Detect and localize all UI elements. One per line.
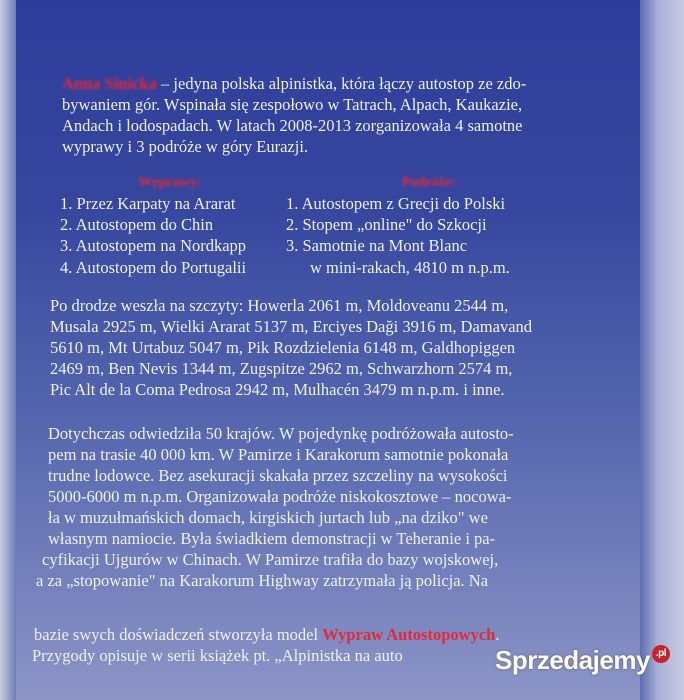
story-line: trudne lodowce. Bez asekuracji skakała przez szczeliny na wysokości (48, 466, 508, 485)
story-line: własnym namiocie. Była świadkiem demonstracji w Teheranie i pa- (48, 529, 496, 548)
author-name: Anna Sinicka (62, 74, 157, 93)
sprzedajemy-watermark: Sprzedajemy $^{.pl}$ (495, 645, 670, 676)
intro-line: Andach i lodospadach. W latach 2008-2013 zorganizowała 4 samotne (62, 116, 523, 135)
peaks-line: 2469 m, Ben Nevis 1344 m, Zugspitze 2962 m, Schwarzhorn 2574 m, (50, 359, 513, 378)
story-line: Dotychczas odwiedziła 50 krajów. W pojedynkę podróżowała autosto- (48, 424, 514, 443)
peaks-line: Pic Alt de la Coma Pedrosa 2942 m, Mulhacén 3479 m n.p.m. i inne. (50, 380, 505, 399)
journey-item: w mini-rakach, 4810 m n.p.m. (310, 258, 510, 277)
peaks-line: Musala 2925 m, Wielki Ararat 5137 m, Erciyes Daği 3916 m, Damavand (50, 317, 533, 336)
peaks-line: Po drodze weszła na szczyty: Howerla 2061 m, Moldoveanu 2544 m, (50, 296, 509, 315)
journey-item: 3. Samotnie na Mont Blanc (286, 236, 468, 255)
intro-line: bywaniem gór. Wspinała się zespołowo w Tatrach, Alpach, Kaukazie, (62, 95, 523, 114)
story-line: cyfikacji Ujgurów w Chinach. W Pamirze trafiła do bazy wojskowej, (42, 550, 499, 569)
story-line-highlight: bazie swych doświadczeń stworzyła model Wypraw Autostopowych. (34, 625, 500, 644)
peaks-line: 5610 m, Mt Urtabuz 5047 m, Pik Rozdzielenia 6148 m, Galdhopiggen (50, 338, 516, 357)
intro-line: wyprawy i 3 podróże w góry Eurazji. (62, 137, 309, 156)
expedition-item: 4. Autostopem do Portugalii (60, 258, 247, 277)
book-spine-edge (640, 0, 684, 700)
story-line: 5000-6000 m n.p.m. Organizowała podróże niskokosztowe – nocowa- (48, 487, 512, 506)
story-line: ła w muzułmańskich domach, kirgiskich jurtach lub „na dziko" we (48, 508, 488, 527)
expedition-item: 2. Autostopem do Chin (60, 215, 214, 234)
expeditions-heading: Wyprawy: (138, 175, 202, 190)
journey-item: 1. Autostopem z Grecji do Polski (286, 194, 506, 213)
journeys-heading: Podróże: (402, 175, 456, 190)
journey-item: 2. Stopem „online" do Szkocji (286, 215, 487, 234)
story-line: a za „stopowanie" na Karakorum Highway zatrzymała ją policja. Na (36, 571, 489, 590)
story-line: pem na trasie 40 000 km. W Pamirze i Karakorum samotnie pokonała (48, 445, 509, 464)
expedition-item: 3. Autostopem na Nordkapp (60, 236, 247, 255)
highlight-text: Wypraw Autostopowych (322, 625, 496, 644)
expedition-item: 1. Przez Karpaty na Ararat (60, 194, 236, 213)
story-last-line: Przygody opisuje w serii książek pt. „Alpinistka na auto (32, 646, 403, 665)
intro-line-1: Anna Sinicka – jedyna polska alpinistka, która łączy autostop ze zdo- (62, 74, 527, 93)
